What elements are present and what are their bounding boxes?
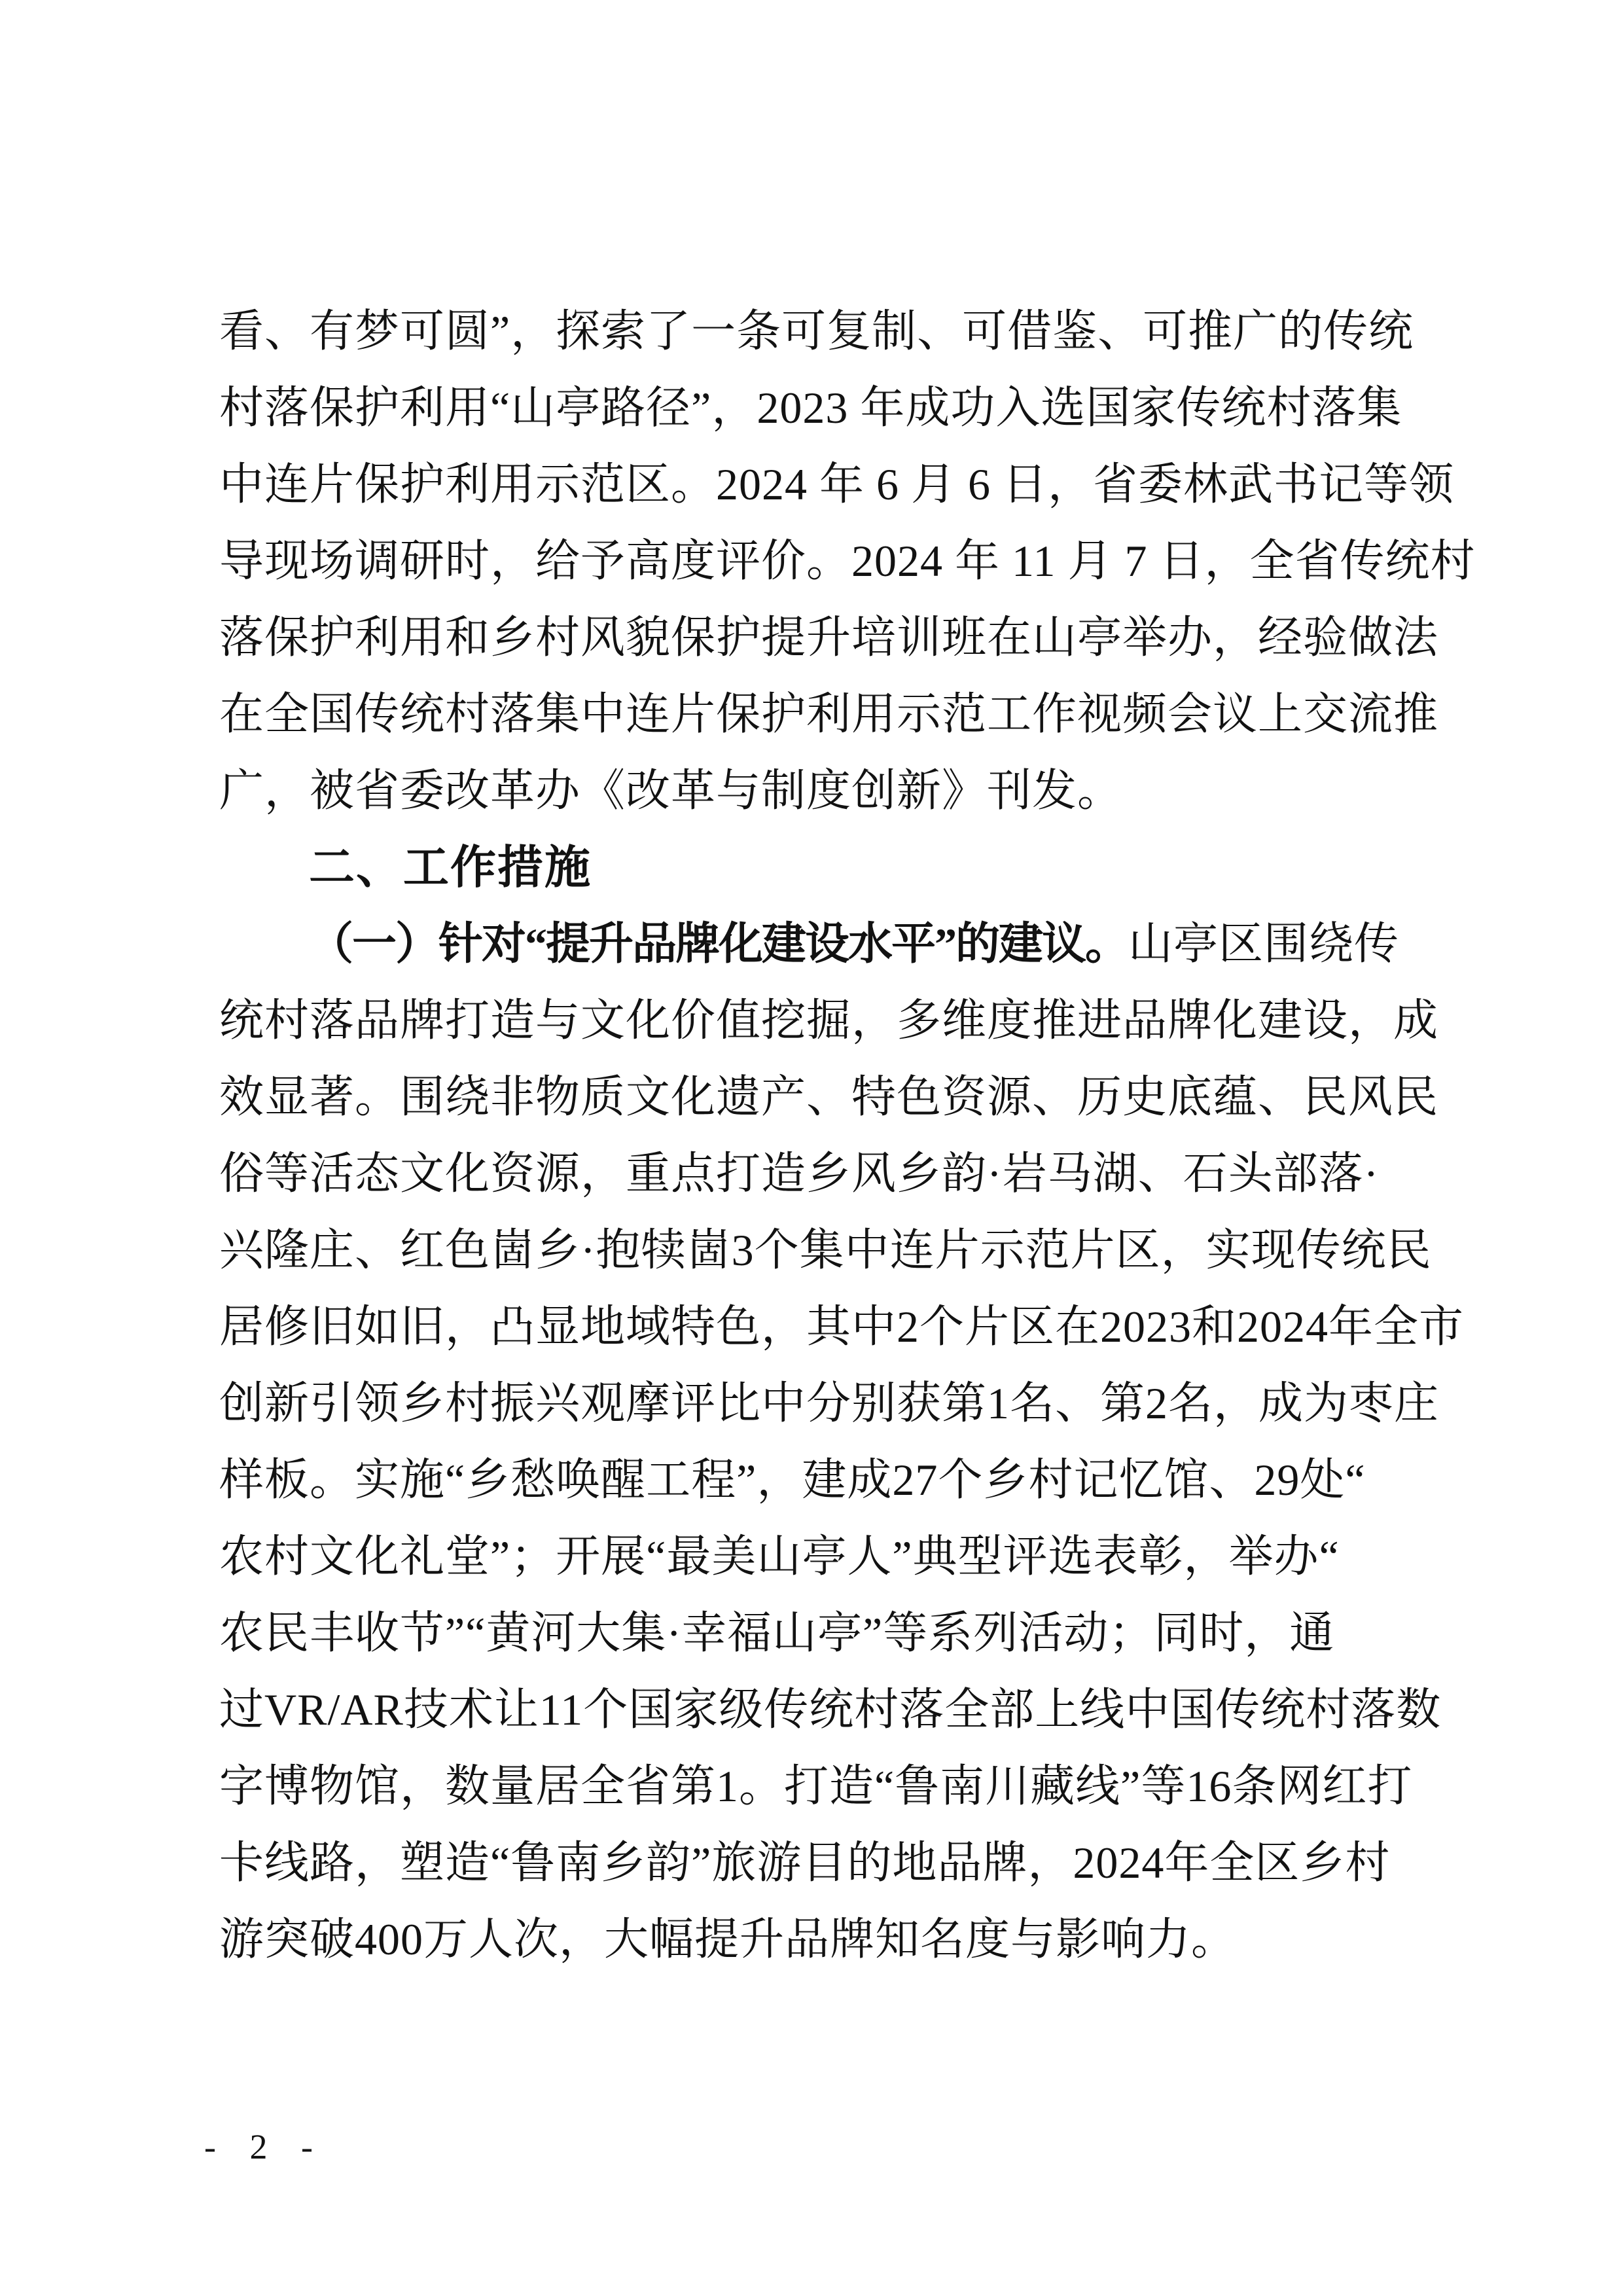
text-block — [219, 293, 1476, 1978]
body-line: 创新引领乡村振兴观摩评比中分别获第1名、第2名，成为枣庄 — [219, 1378, 1440, 1428]
body-line: 看、有梦可圆”，探索了一条可复制、可借鉴、可推广的传统 — [219, 306, 1414, 356]
body-line: 居修旧如旧，凸显地域特色，其中2个片区在2023和2024年全市 — [219, 1302, 1465, 1352]
body-line: 过VR/AR技术让11个国家级传统村落全部上线中国传统村落数 — [219, 1685, 1442, 1734]
body-text: 山亭区围绕传 — [1128, 919, 1400, 969]
body-line: 农村文化礼堂”；开展“最美山亭人”典型评选表彰，举办“ — [219, 1532, 1340, 1581]
body-line: 中连片保护利用示范区。2024 年 6 月 6 日，省委林武书记等领 — [219, 459, 1455, 509]
body-line: 卡线路，塑造“鲁南乡韵”旅游目的地品牌，2024年全区乡村 — [219, 1838, 1391, 1888]
body-line: 村落保护利用“山亭路径”，2023 年成功入选国家传统村落集 — [219, 383, 1402, 433]
body-line: 字博物馆，数量居全省第1。打造“鲁南川藏线”等16条网红打 — [219, 1761, 1413, 1811]
body-line: 广，被省委改革办《改革与制度创新》刊发。 — [219, 766, 1123, 816]
body-line: 在全国传统村落集中连片保护利用示范工作视频会议上交流推 — [219, 689, 1439, 739]
section-heading: 二、工作措施 — [309, 842, 592, 893]
body-line: 兴隆庄、红色崮乡·抱犊崮3个集中连片示范片区，实现传统民 — [219, 1225, 1432, 1275]
body-line — [219, 906, 1436, 982]
body-line: 俗等活态文化资源，重点打造乡风乡韵·岩马湖、石头部落· — [219, 1149, 1380, 1198]
body-line: 样板。实施“乡愁唤醒工程”，建成27个乡村记忆馆、29处“ — [219, 1455, 1366, 1505]
paragraph-lead: （一）针对“提升品牌化建设水平”的建议。 — [309, 919, 1129, 969]
body-line: 效显著。围绕非物质文化遗产、特色资源、历史底蕴、民风民 — [219, 1072, 1439, 1122]
body-line: 农民丰收节”“黄河大集·幸福山亭”等系列活动；同时，通 — [219, 1608, 1335, 1658]
body-line: 落保护利用和乡村风貌保护提升培训班在山亭举办，经验做法 — [219, 613, 1439, 662]
body-line: 导现场调研时，给予高度评价。2024 年 11 月 7 日，全省传统村 — [219, 536, 1476, 586]
body-line: 游突破400万人次，大幅提升品牌知名度与影响力。 — [219, 1914, 1237, 1964]
page-number: - 2 - — [204, 2127, 322, 2166]
body-line: 统村落品牌打造与文化价值挖掘，多维度推进品牌化建设，成 — [219, 996, 1439, 1045]
